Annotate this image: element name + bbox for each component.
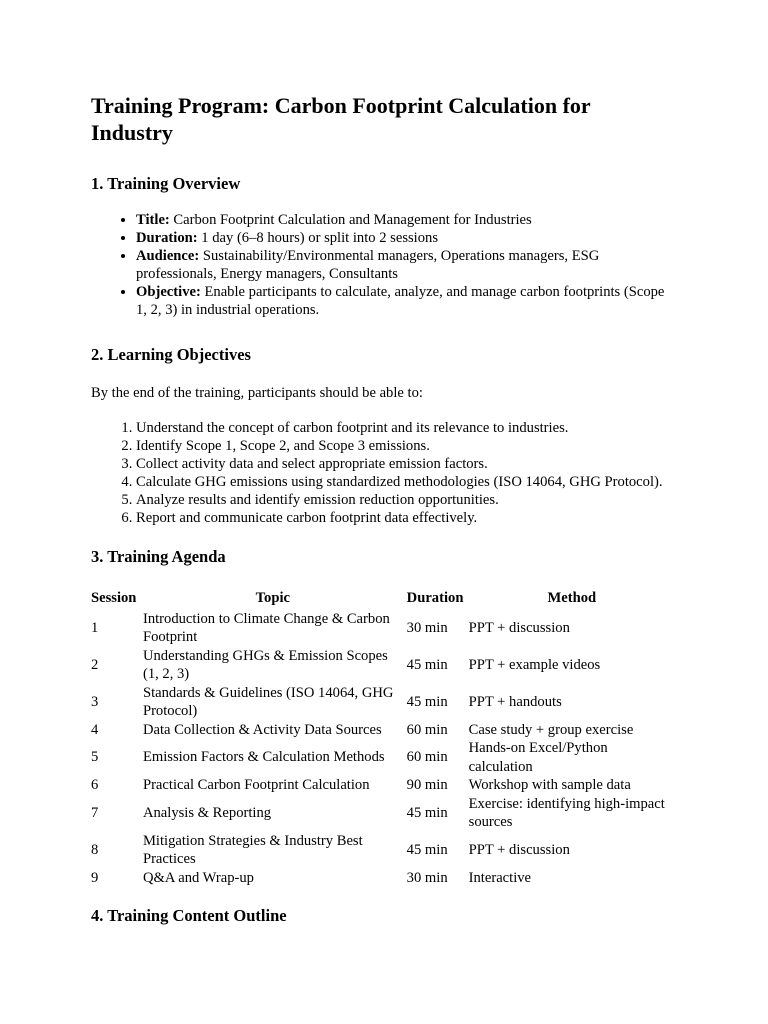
overview-item-label: Title:	[136, 212, 170, 228]
method-cell: Interactive	[468, 869, 532, 886]
table-row	[90, 684, 678, 721]
duration-cell: 45 min	[406, 656, 448, 673]
overview-item-text: Sustainability/Environmental managers, Operations managers, ESG professionals, Energy managers, Consultants	[136, 248, 600, 282]
overview-item-label: Duration:	[136, 230, 198, 246]
objectives-intro: By the end of the training, participants should be able to:	[91, 385, 423, 401]
session-cell: 7	[91, 804, 99, 821]
document-title: Training Program: Carbon Footprint Calculation for Industry	[91, 93, 591, 145]
overview-item	[136, 283, 678, 319]
overview-item	[136, 229, 678, 247]
table-row	[90, 795, 678, 832]
table-row	[90, 869, 678, 888]
objective-item: 5. Analyze results and identify emission reduction opportunities.	[136, 491, 678, 509]
overview-item-text: Enable participants to calculate, analyze, and manage carbon footprints (Scope 1, 2, 3) in industrial operations.	[136, 284, 665, 318]
agenda-table	[90, 587, 678, 887]
table-row	[90, 739, 678, 776]
duration-cell: 90 min	[406, 777, 448, 793]
method-cell: Workshop with sample data	[468, 777, 631, 793]
overview-item-text: Carbon Footprint Calculation and Management for Industries	[169, 212, 532, 228]
duration-cell: 60 min	[406, 721, 448, 738]
objective-item: 1. Understand the concept of carbon footprint and its relevance to industries.	[136, 419, 678, 437]
overview-item	[136, 247, 678, 283]
column-header-duration: Duration	[406, 590, 464, 606]
table-row	[90, 776, 678, 795]
topic-cell: Analysis & Reporting	[142, 804, 272, 821]
overview-item-label: Objective:	[136, 284, 201, 300]
table-row	[90, 832, 678, 869]
topic-cell: Data Collection & Activity Data Sources	[142, 721, 382, 738]
duration-cell: 30 min	[406, 619, 448, 636]
method-cell: Exercise: identifying high-impact sources	[468, 795, 665, 830]
duration-cell: 45 min	[406, 693, 448, 710]
agenda-header-row	[90, 587, 678, 610]
session-cell: 5	[91, 749, 99, 766]
topic-cell: Mitigation Strategies & Industry Best Practices	[142, 832, 363, 867]
table-row	[90, 721, 678, 740]
objective-item: 4. Calculate GHG emissions using standardized methodologies (ISO 14064, GHG Protocol).	[136, 473, 678, 491]
column-header-topic: Topic	[255, 590, 290, 606]
objective-item: 3. Collect activity data and select appropriate emission factors.	[136, 455, 678, 473]
duration-cell: 45 min	[406, 804, 448, 821]
overview-list	[91, 211, 678, 319]
section-heading-overview: 1. Training Overview	[91, 174, 241, 193]
session-cell: 6	[91, 777, 99, 793]
session-cell: 4	[91, 721, 99, 738]
method-cell: Hands-on Excel/Python calculation	[468, 740, 608, 775]
duration-cell: 30 min	[406, 869, 448, 886]
column-header-session: Session	[91, 590, 137, 606]
objectives-list	[91, 419, 678, 527]
overview-item-text: 1 day (6–8 hours) or split into 2 sessions	[197, 230, 439, 246]
topic-cell: Introduction to Climate Change & Carbon Footprint	[142, 610, 390, 645]
method-cell: PPT + discussion	[468, 841, 570, 858]
topic-cell: Understanding GHGs & Emission Scopes (1, 2, 3)	[142, 647, 388, 682]
objective-item: 6. Report and communicate carbon footprint data effectively.	[136, 509, 678, 527]
session-cell: 3	[91, 693, 99, 710]
objective-item: 2. Identify Scope 1, Scope 2, and Scope 3 emissions.	[136, 437, 678, 455]
session-cell: 2	[91, 656, 99, 673]
method-cell: PPT + handouts	[468, 693, 562, 710]
method-cell: PPT + discussion	[468, 619, 570, 636]
overview-item-label: Audience:	[136, 248, 200, 264]
overview-item	[136, 211, 678, 229]
session-cell: 9	[91, 869, 99, 886]
method-cell: PPT + example videos	[468, 656, 601, 673]
method-cell: Case study + group exercise	[468, 721, 634, 738]
topic-cell: Emission Factors & Calculation Methods	[142, 749, 385, 766]
table-row	[90, 647, 678, 684]
table-row	[90, 610, 678, 647]
session-cell: 8	[91, 841, 99, 858]
column-header-method: Method	[547, 590, 597, 606]
section-heading-agenda: 3. Training Agenda	[91, 547, 226, 566]
topic-cell: Q&A and Wrap-up	[142, 869, 254, 886]
topic-cell: Standards & Guidelines (ISO 14064, GHG Protocol)	[142, 684, 394, 719]
session-cell: 1	[91, 619, 99, 636]
section-heading-content-outline: 4. Training Content Outline	[91, 906, 287, 925]
duration-cell: 60 min	[406, 749, 448, 766]
section-heading-objectives: 2. Learning Objectives	[91, 345, 251, 364]
topic-cell: Practical Carbon Footprint Calculation	[142, 777, 370, 793]
duration-cell: 45 min	[406, 841, 448, 858]
